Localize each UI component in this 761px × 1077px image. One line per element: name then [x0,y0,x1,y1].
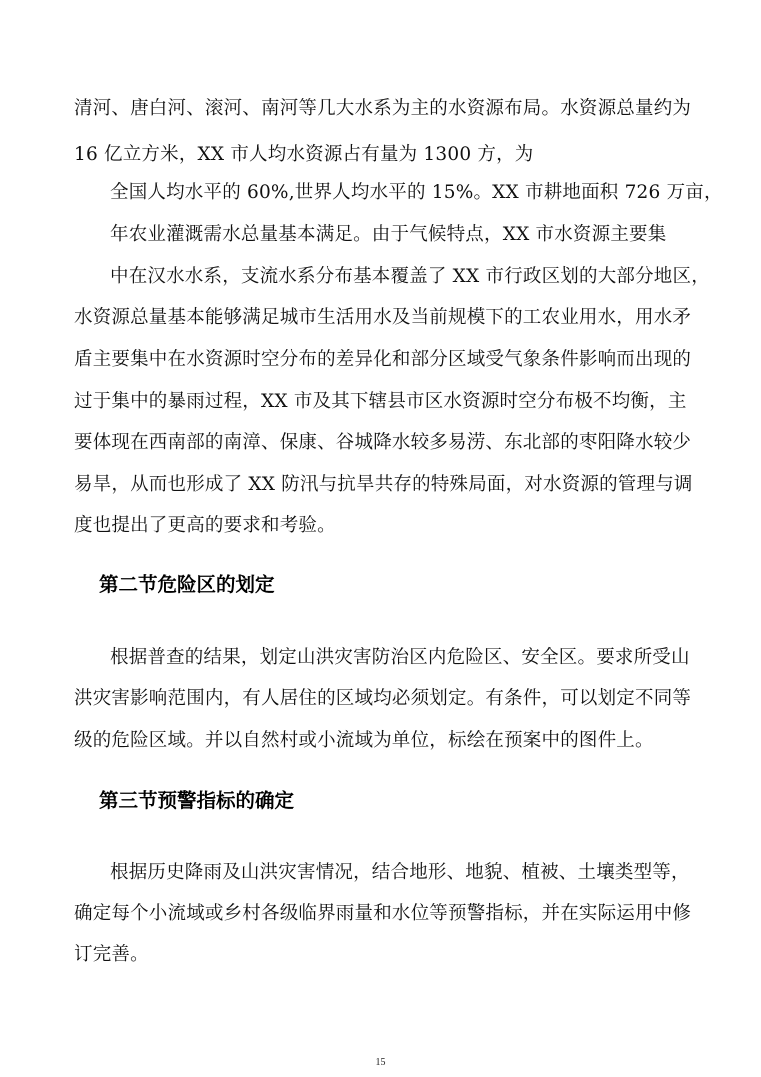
paragraph-line: 易旱，从而也形成了 XX 防汛与抗旱共存的特殊局面，对水资源的管理与调 [74,474,693,495]
paragraph-line: 中在汉水水系，支流水系分布基本覆盖了 XX 市行政区划的大部分地区， [110,266,710,287]
paragraph-line: 盾主要集中在水资源时空分布的差异化和部分区域受气象条件影响而出现的 [74,349,692,370]
paragraph-line: 确定每个小流域或乡村各级临界雨量和水位等预警指标，并在实际运用中修 [74,903,692,924]
paragraph-line: 年农业灌溉需水总量基本满足。由于气候特点，XX 市水资源主要集 [110,224,667,245]
paragraph-line: 水资源总量基本能够满足城市生活用水及当前规模下的工农业用水，用水矛 [74,307,692,328]
paragraph-line: 根据历史降雨及山洪灾害情况，结合地形、地貌、植被、土壤类型等， [110,862,690,883]
paragraph-line: 要体现在西南部的南漳、保康、谷城降水较多易涝、东北部的枣阳降水较少 [74,432,692,453]
paragraph-line: 清河、唐白河、滚河、南河等几大水系为主的水资源布局。水资源总量约为 [74,98,692,119]
section-heading: 第三节预警指标的确定 [99,789,295,812]
paragraph-line: 根据普查的结果，划定山洪灾害防治区内危险区、安全区。要求所受山 [110,647,690,668]
paragraph-line: 订完善。 [74,944,149,965]
section-heading: 第二节危险区的划定 [99,573,275,596]
paragraph-line: 度也提出了更高的要求和考验。 [74,515,336,536]
paragraph-line: 级的危险区域。并以自然村或小流域为单位，标绘在预案中的图件上。 [74,730,654,751]
paragraph-line: 过于集中的暴雨过程，XX 市及其下辖县市区水资源时空分布极不均衡，主 [74,391,687,412]
paragraph-line: 全国人均水平的 60%,世界人均水平的 15%。XX 市耕地面积 726 万亩， [110,182,723,203]
page-number: 15 [375,1057,386,1068]
paragraph-line: 16 亿立方米，XX 市人均水资源占有量为 1300 方，为 [74,144,534,165]
paragraph-line: 洪灾害影响范围内，有人居住的区域均必须划定。有条件，可以划定不同等 [74,688,692,709]
